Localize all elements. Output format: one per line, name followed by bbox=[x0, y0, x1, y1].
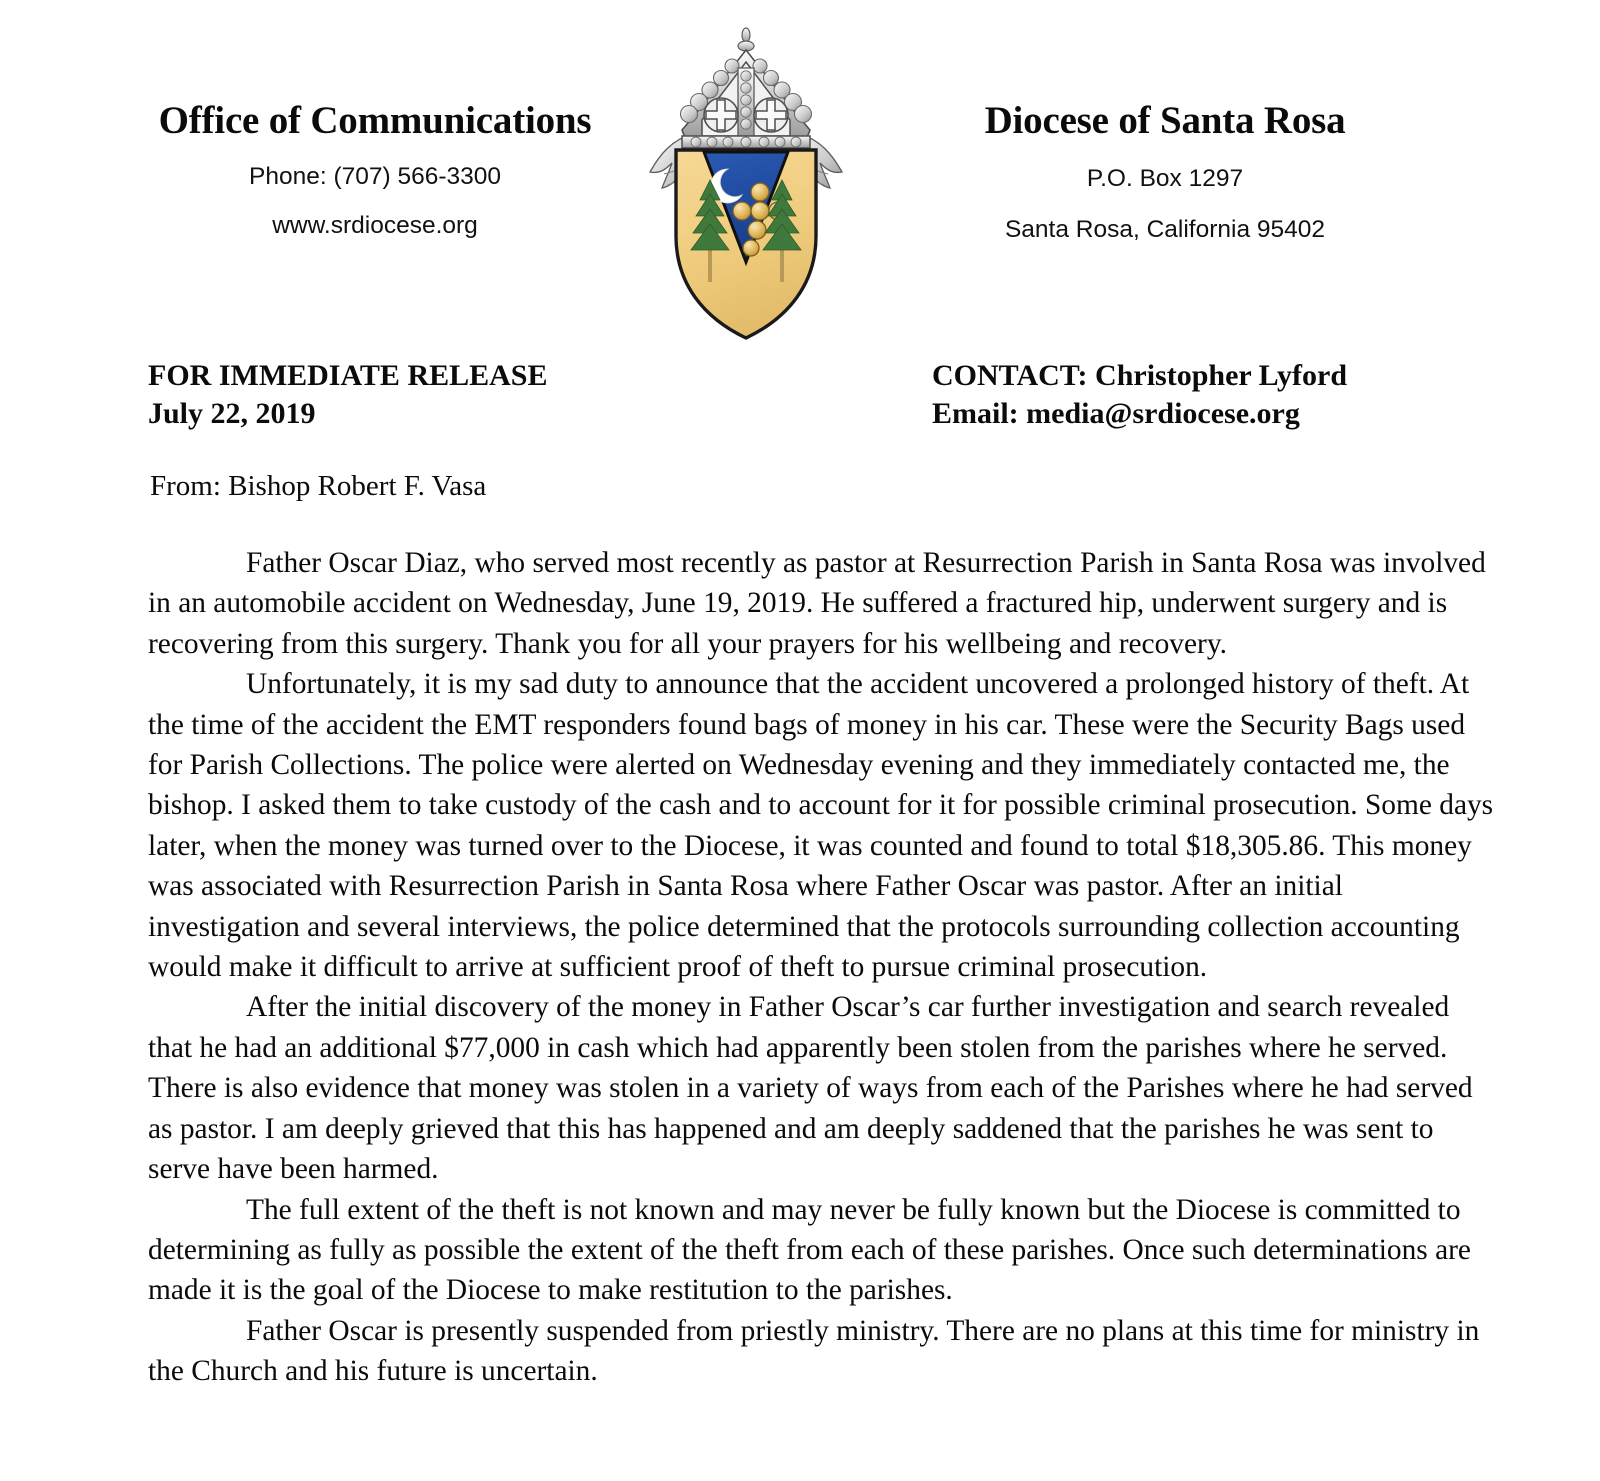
shield-icon bbox=[676, 150, 816, 338]
release-contact-row bbox=[0, 357, 1600, 437]
diocese-city-state-zip: Santa Rosa, California 95402 bbox=[1004, 216, 1326, 243]
mitre-cross-right-icon bbox=[754, 98, 788, 132]
contact-email[interactable]: Email: media@srdiocese.org bbox=[932, 397, 1300, 430]
release-info-block bbox=[148, 357, 548, 433]
release-headline: FOR IMMEDIATE RELEASE bbox=[148, 359, 548, 392]
contact-info-block bbox=[932, 357, 1347, 433]
contact-name: CONTACT: Christopher Lyford bbox=[932, 359, 1348, 392]
release-date: July 22, 2019 bbox=[148, 397, 316, 430]
body-paragraph: The full extent of the theft is not known and may never be fully known but the Diocese is committed to determining as fully as possible the extent of the theft from each of these parishes. Once such determinations are made it is the goal of the Diocese to make restitution to the parishes. bbox=[148, 1193, 1471, 1307]
letterhead-masthead bbox=[0, 0, 1600, 345]
from-line: From: Bishop Robert F. Vasa bbox=[150, 470, 487, 502]
office-phone: Phone: (707) 566-3300 bbox=[249, 163, 501, 190]
diocese-po-box: P.O. Box 1297 bbox=[1086, 165, 1244, 192]
mitre-icon bbox=[681, 28, 812, 148]
diocese-coat-of-arms-icon bbox=[620, 22, 872, 344]
office-of-communications-block bbox=[110, 98, 640, 242]
body-paragraph: Father Oscar is presently suspended from priestly ministry. There are no plans at this time for ministry in the Church and his future is uncertain. bbox=[148, 1314, 1480, 1388]
office-title: Office of Communications bbox=[158, 99, 592, 142]
body-paragraph: Father Oscar Diaz, who served most recently as pastor at Resurrection Parish in Santa Rosa was involved in an automobile accident on Wednesday, June 19, 2019. He suffered a fractured hip, underwent surgery and is recovering from this surgery. Thank you for all your prayers for his wellbeing and recovery. bbox=[148, 547, 1486, 660]
mitre-cross-left-icon bbox=[704, 98, 738, 132]
diocese-title: Diocese of Santa Rosa bbox=[984, 99, 1346, 142]
press-release-body bbox=[148, 543, 1496, 1392]
body-paragraph: Unfortunately, it is my sad duty to announce that the accident uncovered a prolonged history of theft. At the time of the accident the EMT responders found bags of money in his car. These were the Security Bags used for Parish Collections. The police were alerted on Wednesday evening and they immediately contacted me, the bishop. I asked them to take custody of the cash and to account for it for possible criminal prosecution. Some days later, when the money was turned over to the Diocese, it was counted and found to total $18,305.86. This money was associated with Resurrection Parish in Santa Rosa where Father Oscar was pastor. After an initial investigation and several interviews, the police determined that the protocols surrounding collection accounting would make it difficult to arrive at sufficient proof of theft to pursue criminal prosecution. bbox=[148, 668, 1494, 984]
diocese-address-block bbox=[880, 98, 1450, 246]
office-website[interactable]: www.srdiocese.org bbox=[272, 212, 478, 239]
body-paragraph: After the initial discovery of the money in Father Oscar’s car further investigation and search revealed that he had an additional $77,000 in cash which had apparently been stolen from the parishes where he served. There is also evidence that money was stolen in a variety of ways from each of the Parishes where he had served as pastor. I am deeply grieved that this has happened and am deeply saddened that the parishes he was sent to serve have been harmed. bbox=[148, 991, 1473, 1186]
